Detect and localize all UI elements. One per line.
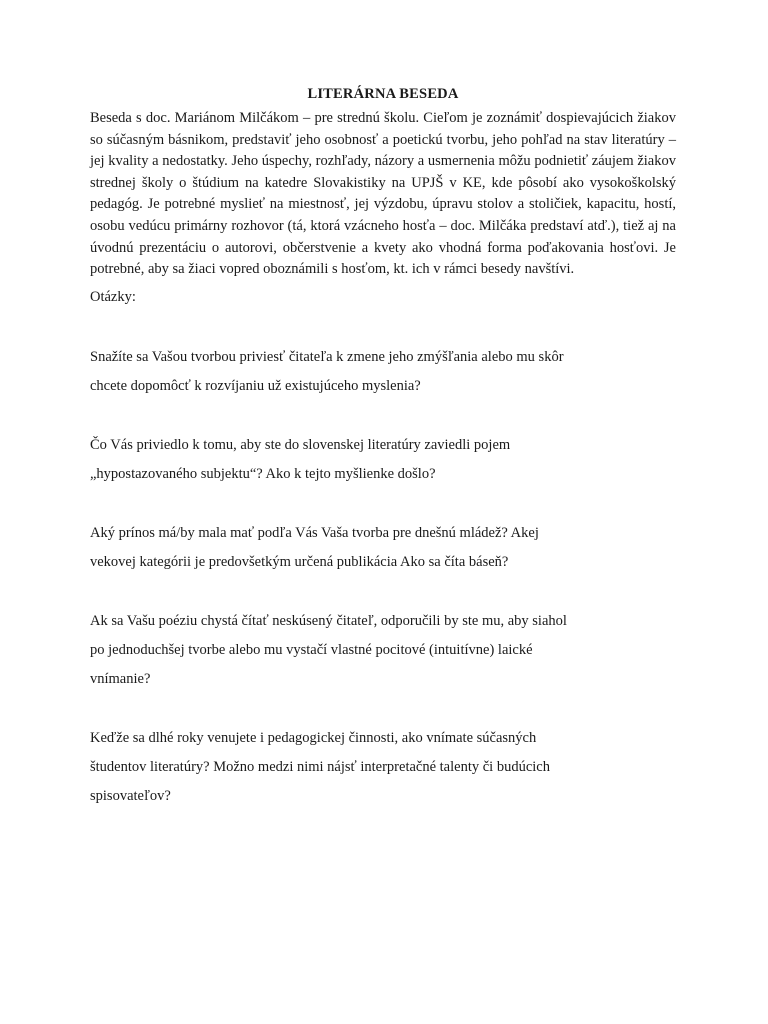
intro-paragraph: Beseda s doc. Mariánom Milčákom – pre strednú školu. Cieľom je zoznámiť dospievajúcich žiakov so súčasným básnikom, predstaviť jeho osobnosť a poetickú tvorbu, jeho pohľad na stav literatúry – jej kvality a nedostatky. Jeho úspechy, rozhľady, názory a usmernenia môžu podnietiť záujem žiakov strednej školy o štúdium na katedre Slovakistiky na UPJŠ v KE, kde pôsobí ako vysokoškolský pedagóg. Je potrebné myslieť na miestnosť, jej výzdobu, úpravu stolov a stoličiek, kapacitu, hostí, osobu vedúcu primárny rozhovor (tá, ktorá vzácneho hosťa – doc. Milčáka predstaví atď.), tiež aj na úvodnú prezentáciu o autorovi, občerstvenie a kvety ako vhodná forma poďakovania hosťovi. Je potrebné, aby sa žiaci vopred oboznámili s hosťom, kt. ich v rámci besedy navštívi. xyxy=(90,110,676,278)
document-title: LITERÁRNA BESEDA xyxy=(307,86,459,102)
question-line: Ak sa Vašu poéziu chystá čítať neskúsený čitateľ, odporučili by ste mu, aby siahol xyxy=(90,612,567,629)
question-line: vnímanie? xyxy=(90,670,151,687)
questions-list xyxy=(90,343,676,811)
question-line: spisovateľov? xyxy=(90,787,171,804)
question-line: chcete dopomôcť k rozvíjaniu už existujúceho myslenia? xyxy=(90,377,421,394)
question-line: vekovej kategórii je predovšetkým určená publikácia Ako sa číta báseň? xyxy=(90,553,509,570)
document-page xyxy=(90,84,676,841)
question-line: Snažíte sa Vašou tvorbou priviesť čitateľa k zmene jeho zmýšľania alebo mu skôr xyxy=(90,348,564,365)
question-item xyxy=(90,724,676,811)
questions-label: Otázky: xyxy=(90,288,136,305)
question-item xyxy=(90,343,676,401)
question-line: „hypostazovaného subjektu“? Ako k tejto myšlienke došlo? xyxy=(90,465,436,482)
question-line: po jednoduchšej tvorbe alebo mu vystačí vlastné pocitové (intuitívne) laické xyxy=(90,641,533,658)
question-item xyxy=(90,607,676,694)
question-line: Čo Vás priviedlo k tomu, aby ste do slovenskej literatúry zaviedli pojem xyxy=(90,436,511,453)
question-line: Aký prínos má/by mala mať podľa Vás Vaša tvorba pre dnešnú mládež? Akej xyxy=(90,524,539,541)
question-item xyxy=(90,431,676,489)
question-item xyxy=(90,519,676,577)
question-line: študentov literatúry? Možno medzi nimi nájsť interpretačné talenty či budúcich xyxy=(90,758,550,775)
question-line: Keďže sa dlhé roky venujete i pedagogickej činnosti, ako vnímate súčasných xyxy=(90,729,537,746)
